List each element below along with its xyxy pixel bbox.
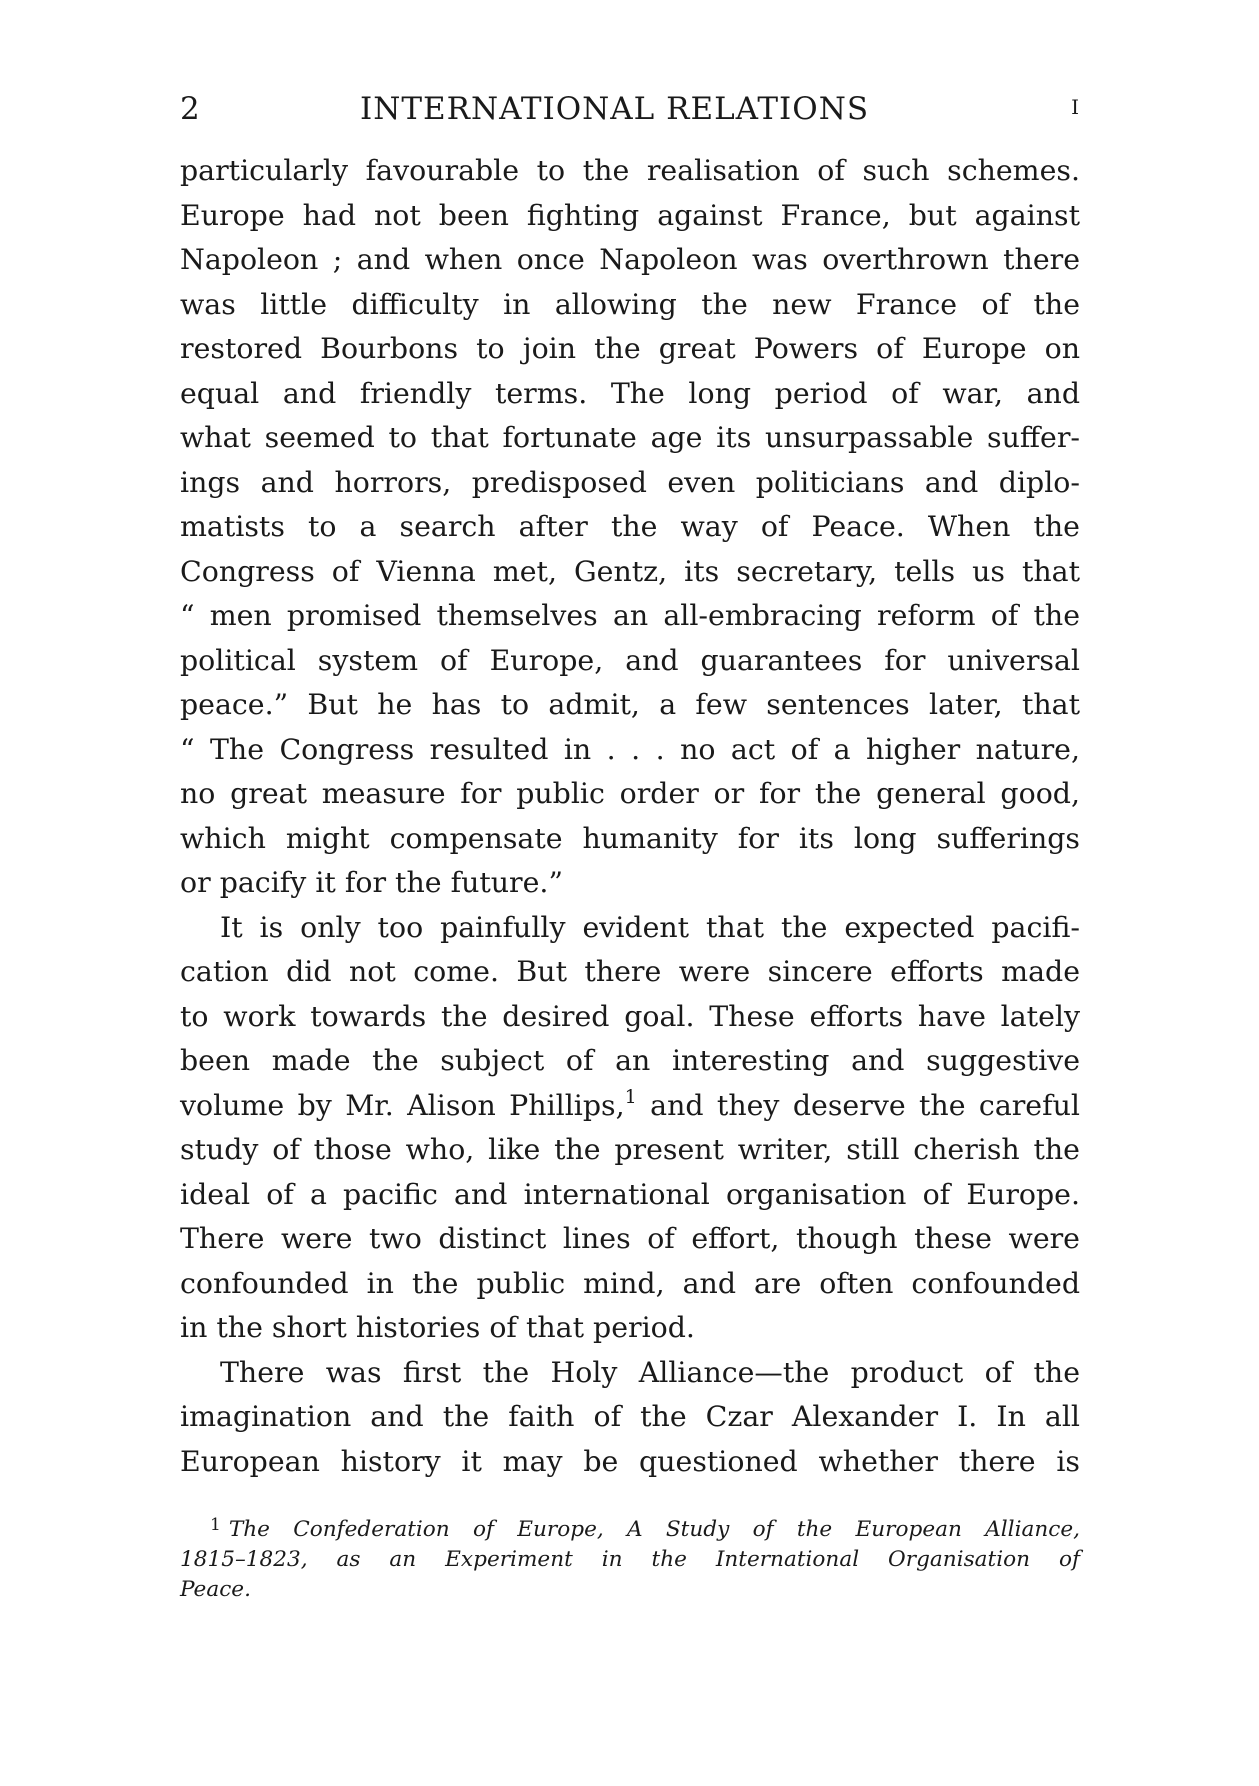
footnote-ref-text-start: volume by Mr. Alison Phillips, [180,1088,625,1122]
paragraph-1 [180,149,1080,906]
paragraph-line: in the short histories of that period. [180,1311,695,1344]
paragraph-line [180,1084,1080,1129]
paragraph-line: There were two distinct lines of effort, though these were [180,1222,1080,1255]
footnote-ref-text-end: and they deserve the careful [636,1088,1080,1122]
running-head [180,85,1080,135]
paragraph-line: been made the subject of an interesting and suggestive [180,1044,1080,1077]
paragraph-line: European history it may be questioned whether there is [180,1444,1080,1478]
page-number: 2 [180,91,201,127]
paragraph-line: There was first the Holy Alliance—the product of the [220,1355,1080,1389]
body-text [180,149,1080,1484]
paragraph-line: Napoleon ; and when once Napoleon was overthrown there [180,243,1080,276]
footnote-number: 1 [210,1515,221,1535]
chapter-number: I [1071,95,1080,119]
paragraph-line: imagination and the faith of the Czar Alexander I. In all [180,1400,1080,1433]
paragraph-line: or pacify it for the future.” [180,866,563,899]
paragraph-line: It is only too painfully evident that the expected pacifi- [220,910,1080,944]
footnote-text: 1815–1823, as an Experiment in the International Organisation of [180,1547,1080,1572]
paragraph-line: to work towards the desired goal. These efforts have lately [180,999,1080,1033]
paragraph-2 [180,906,1080,1351]
paragraph-line: what seemed to that fortunate age its unsurpassable suffer- [180,421,1080,454]
footnote-line [180,1510,1080,1545]
paragraph-line: confounded in the public mind, and are often confounded [180,1266,1080,1300]
footnote [180,1510,1080,1605]
paragraph-line: no great measure for public order or for the general good, [180,777,1080,810]
paragraph-line: matists to a search after the way of Peace. When the [180,510,1080,543]
paragraph-line: “ men promised themselves an all-embracing reform of the [180,599,1080,632]
paragraph-line: study of those who, like the present writer, still cherish the [180,1133,1080,1166]
footnote-text: The Confederation of Europe, A Study of the European Alliance, [228,1517,1080,1542]
running-title: INTERNATIONAL RELATIONS [360,91,870,127]
paragraph-line: particularly favourable to the realisation of such schemes. [180,154,1080,187]
footnote-line [180,1575,1080,1605]
footnote-reference-mark[interactable]: 1 [624,1085,637,1108]
paragraph-line: ings and horrors, predisposed even politicians and diplo- [180,465,1080,499]
paragraph-line: ideal of a pacific and international organisation of Europe. [180,1177,1080,1211]
paragraph-line: “ The Congress resulted in . . . no act of a higher nature, [180,732,1080,766]
paragraph-line: which might compensate humanity for its long sufferings [180,821,1080,855]
paragraph-line: restored Bourbons to join the great Powers of Europe on [180,332,1080,365]
paragraph-line: was little difficulty in allowing the new France of the [180,287,1080,321]
paragraph-line: equal and friendly terms. The long period of war, and [180,376,1080,410]
footnote-line [180,1545,1080,1575]
paragraph-line: Europe had not been fighting against France, but against [180,198,1080,232]
paragraph-line: political system of Europe, and guarantees for universal [180,643,1080,677]
paragraph-line: Congress of Vienna met, Gentz, its secretary, tells us that [180,554,1080,588]
paragraph-line: peace.” But he has to admit, a few sentences later, that [180,688,1080,721]
footnote-text: Peace. [180,1577,251,1602]
book-page [180,85,1080,1605]
paragraph-line: cation did not come. But there were sincere efforts made [180,955,1080,988]
paragraph-3 [180,1351,1080,1485]
